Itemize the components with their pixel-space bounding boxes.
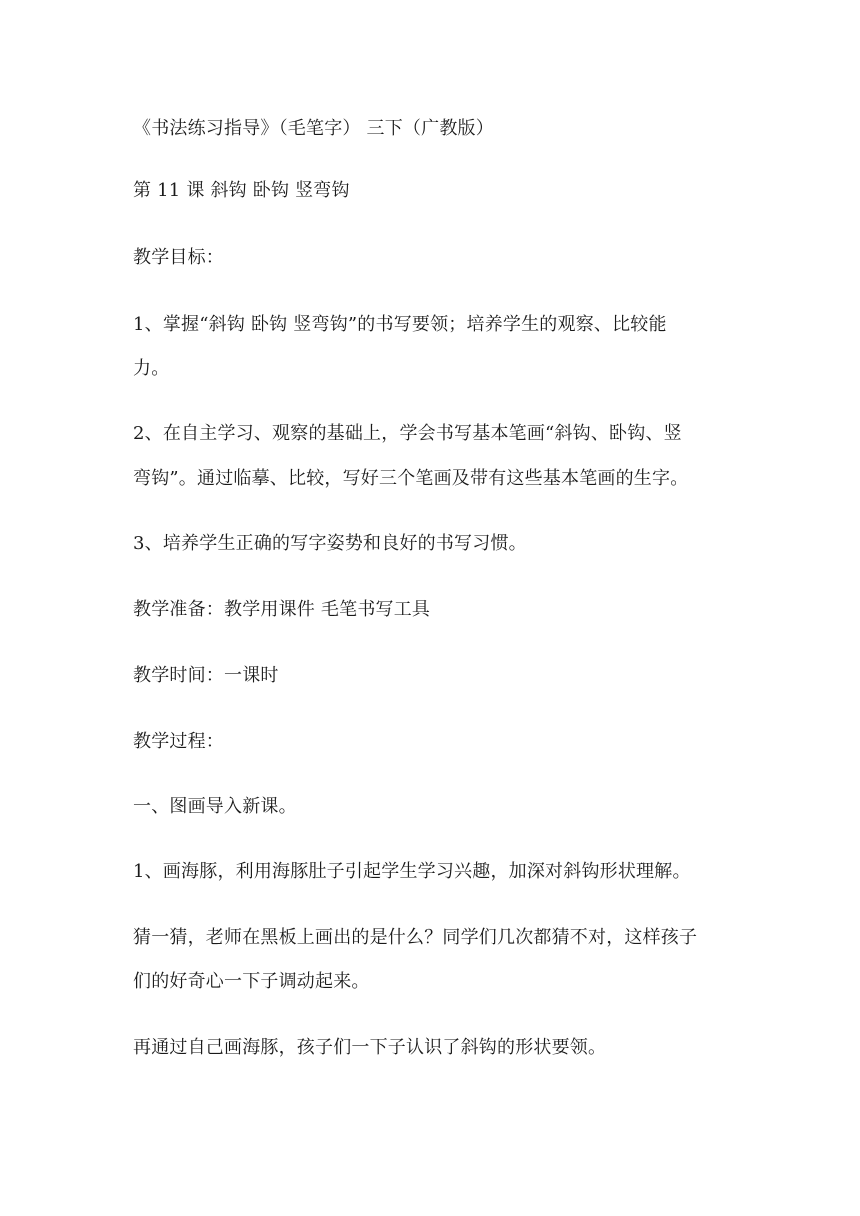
guess-paragraph-line-2: 们的好奇心一下子调动起来。 [133, 971, 370, 992]
objective-1-line-2: 力。 [133, 358, 170, 379]
draw-paragraph: 再通过自己画海豚，孩子们一下子认识了斜钩的形状要领。 [133, 1037, 607, 1058]
objective-1-line-1: 1、掌握“斜钩 卧钩 竖弯钩”的书写要领；培养学生的观察、比较能 [133, 314, 667, 335]
objective-2-line-1: 2、在自主学习、观察的基础上，学会书写基本笔画“斜钩、卧钩、竖 [133, 423, 682, 444]
objectives-heading: 教学目标： [133, 247, 224, 268]
objective-2-line-2: 弯钩”。通过临摹、比较，写好三个笔画及带有这些基本笔画的生字。 [133, 468, 689, 489]
step-1: 1、画海豚，利用海豚肚子引起学生学习兴趣，加深对斜钩形状理解。 [133, 861, 691, 882]
section-1-heading: 一、图画导入新课。 [133, 796, 297, 817]
guess-paragraph-line-1: 猜一猜，老师在黑板上画出的是什么？同学们几次都猜不对，这样孩子 [133, 927, 698, 948]
process-heading: 教学过程： [133, 731, 224, 752]
lesson-heading: 第 11 课 斜钩 卧钩 竖弯钩 [133, 180, 350, 201]
teaching-time: 教学时间：一课时 [133, 665, 279, 686]
document-title: 《书法练习指导》（毛笔字） 三下（广教版） [133, 118, 494, 139]
teaching-preparation: 教学准备：教学用课件 毛笔书写工具 [133, 599, 431, 620]
objective-3: 3、培养学生正确的写字姿势和良好的书写习惯。 [133, 533, 527, 554]
